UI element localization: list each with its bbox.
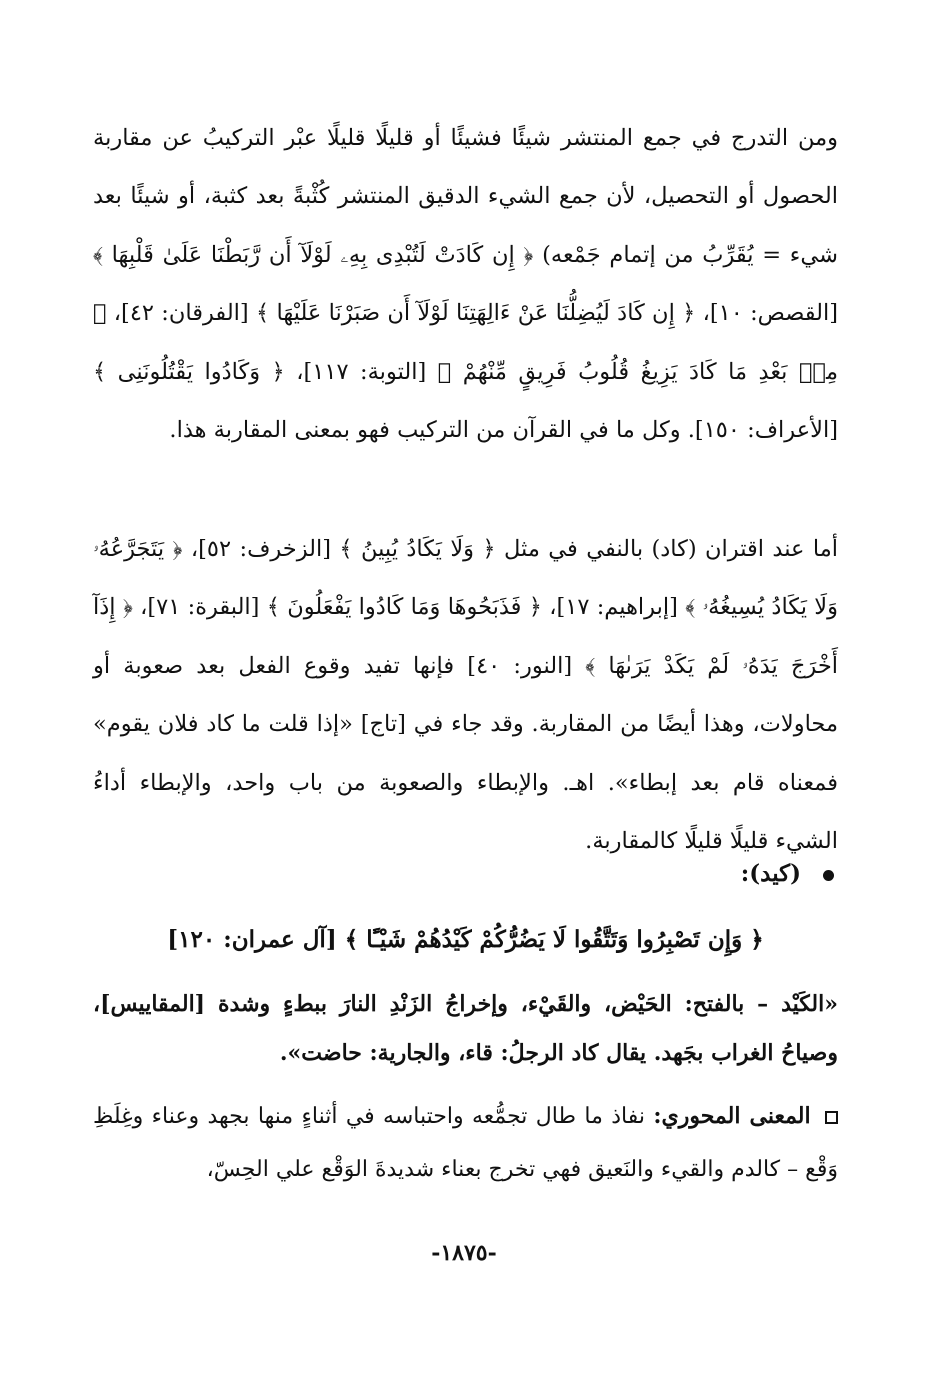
page-number: -١٨٧٥- (431, 1240, 497, 1266)
heading-text: (كيد): (740, 860, 801, 887)
quran-verse: ﴿ وَإِن تَصْبِرُوا وَتَتَّقُوا لَا يَضُرُّكُمْ كَيْدُهُمْ شَيْـًٔا ﴾ [آل عمران: ١٢٠] (167, 926, 764, 953)
square-marker-icon (825, 1111, 838, 1124)
paragraph-kada-negation: أما عند اقتران (كاد) بالنفي في مثل ﴿ وَلَا يَكَادُ يُبِينُ ﴾ [الزخرف: ٥٢]، ﴿ يَتَجَرَّعُهُۥ وَلَا يَكَادُ يُسِيغُهُۥ ﴾ [إبراهيم: ١٧]، ﴿ فَذَبَحُوهَا وَمَا كَادُوا يَفْعَلُونَ ﴾ [البقرة: ٧١]، ﴿ إِذَآ أَخْرَجَ يَدَهُۥ لَمْ يَكَدْ يَرَىٰهَا ﴾ [النور: ٤٠] فإنها تفيد وقوع الفعل بعد صعوبة أو محاولات، وهذا أيضًا من المقاربة. وقد جاء في [تاج] «إذا قلت ما كاد فلان يقوم» فمعناه قام بعد إبطاء». اهـ. والإبطاء والصعوبة من باب واحد، والإبطاء أداءُ الشيء قليلًا قليلًا كالمقاربة. (93, 535, 839, 854)
dictionary-definition: «الكَيْد – بالفتح: الحَيْض، والقَيْء، وإخراجُ الزَنْدِ النارَ ببطءٍ وشدة [المقاييس]، وصياحُ الغراب بجَهد. يقال كاد الرجلُ: قاء، والجارية: حاضت». (93, 991, 838, 1066)
core-meaning (93, 1090, 838, 1196)
bullet-icon (823, 870, 834, 881)
paragraph-kada-approach: ومن التدرج في جمع المنتشر شيئًا فشيئًا أو قليلًا قليلًا عبْر التركيبُ عن مقاربة الحصول أو التحصيل، لأن جمع الشيء الدقيق المنتشر كُثْبةً بعد كثبة، أو شيئًا بعد شيء = يُقَرِّبُ من إتمام جَمْعه) ﴿ إِن كَادَتْ لَتُبْدِى بِهِۦ لَوْلَآ أَن رَّبَطْنَا عَلَىٰ قَلْبِهَا ﴾ [القصص: ١٠]، ﴿ إِن كَادَ لَيُضِلُّنَا عَنْ ءَالِهَتِنَا لَوْلَآ أَن صَبَرْنَا عَلَيْهَا ﴾ [الفرقان: ٤٢]، ﴿ مِنۢ بَعْدِ مَا كَادَ يَزِيغُ قُلُوبُ فَرِيقٍ مِّنْهُمْ ﴾ [التوبة: ١١٧]، ﴿ وَكَادُوا يَقْتُلُونَنِى ﴾ [الأعراف: ١٥٠]. وكل ما في القرآن من التركيب فهو بمعنى المقاربة هذا. (93, 124, 839, 443)
core-meaning-label: المعنى المحوري: (653, 1103, 811, 1129)
core-meaning-text: نفاذ ما طال تجمُّعه واحتباسه في أثناءٍ منها بجهد وعناء وغِلَظِ وَقْع – كالدم والقيء والنَعيق فهي تخرج بعناء شديدةَ الوَقْع علي الحِسّ، (93, 1104, 838, 1182)
section-heading (741, 852, 834, 896)
